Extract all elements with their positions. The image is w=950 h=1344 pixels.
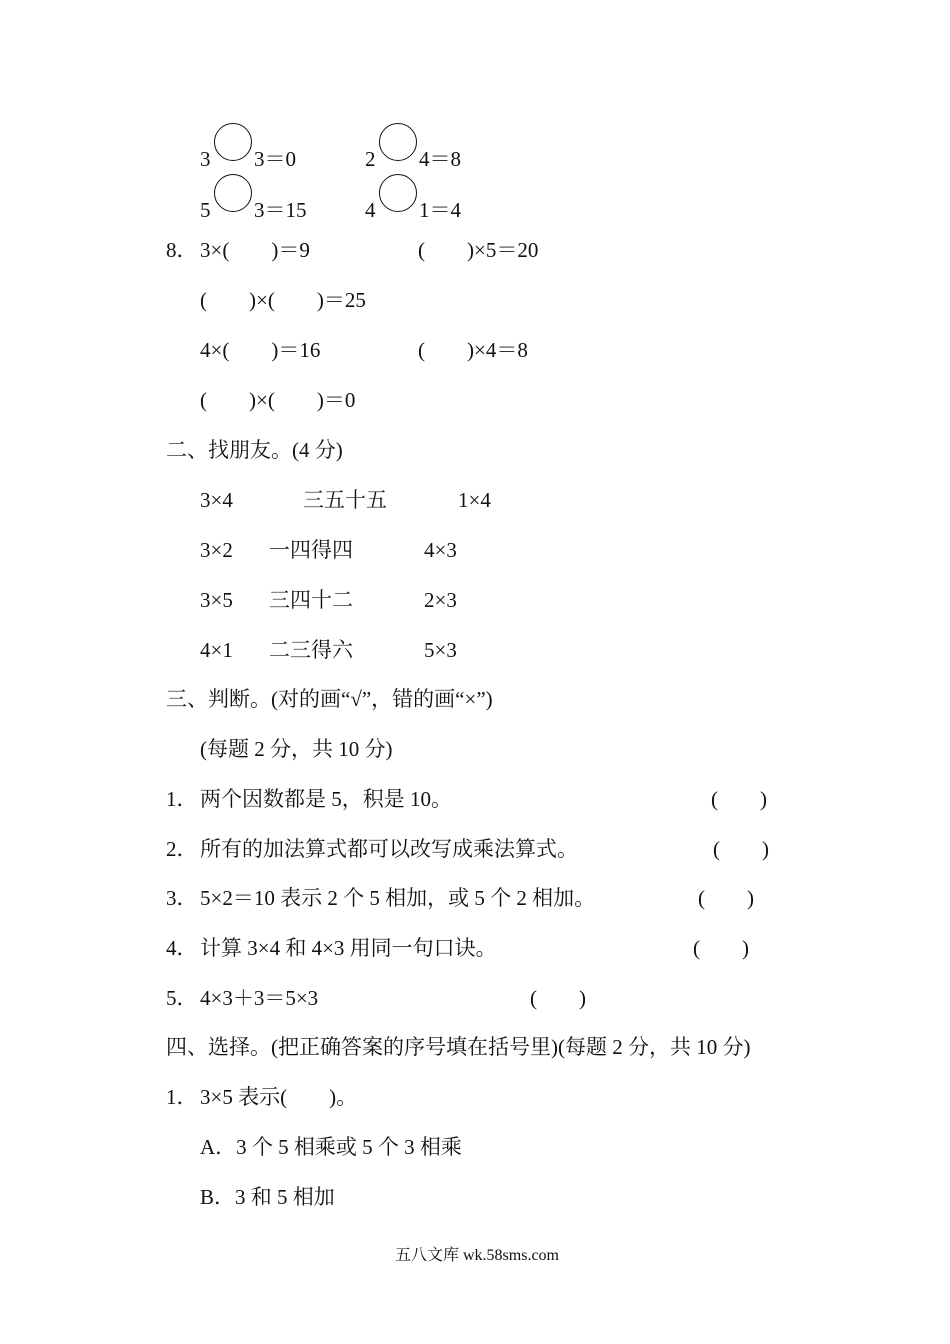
question-number: 1． — [166, 1085, 198, 1109]
circle-left-operand: 3 — [200, 147, 211, 171]
match-rhyme: 一四得四 — [269, 538, 353, 562]
operator-circle[interactable] — [214, 123, 252, 161]
judge-statement: 计算 3×4 和 4×3 用同一句口诀。 — [200, 936, 497, 960]
match-expression: 1×4 — [458, 488, 491, 512]
circle-left-operand: 2 — [365, 147, 376, 171]
circle-right-expr: 4＝8 — [419, 147, 461, 171]
section-subtitle: (每题 2 分，共 10 分) — [200, 737, 393, 761]
match-expression: 2×3 — [424, 588, 457, 612]
match-rhyme: 三四十二 — [269, 588, 353, 612]
match-expression: 5×3 — [424, 638, 457, 662]
judge-statement: 两个因数都是 5，积是 10。 — [200, 787, 452, 811]
fill-blank-expression: ( )×5＝20 — [418, 238, 539, 262]
choice-option-a[interactable]: A．3 个 5 相乘或 5 个 3 相乘 — [200, 1135, 462, 1159]
answer-blank[interactable]: ( ) — [693, 936, 749, 960]
match-expression: 4×3 — [424, 538, 457, 562]
fill-blank-expression: 4×( )＝16 — [200, 338, 321, 362]
question-number: 5． — [166, 986, 198, 1010]
section-title: 二、找朋友。(4 分) — [166, 438, 343, 462]
fill-blank-expression: ( )×( )＝25 — [200, 288, 366, 312]
circle-left-operand: 5 — [200, 198, 211, 222]
choice-option-b[interactable]: B．3 和 5 相加 — [200, 1185, 335, 1209]
answer-blank[interactable]: ( ) — [711, 787, 767, 811]
operator-circle[interactable] — [214, 174, 252, 212]
operator-circle[interactable] — [379, 174, 417, 212]
match-expression: 3×5 — [200, 588, 233, 612]
answer-blank[interactable]: ( ) — [698, 886, 754, 910]
answer-blank[interactable]: ( ) — [713, 837, 769, 861]
operator-circle[interactable] — [379, 123, 417, 161]
fill-blank-expression: ( )×( )＝0 — [200, 388, 356, 412]
match-rhyme: 二三得六 — [269, 638, 353, 662]
question-number: 2． — [166, 837, 198, 861]
answer-blank[interactable]: ( ) — [530, 986, 586, 1010]
section-title: 四、选择。(把正确答案的序号填在括号里)(每题 2 分，共 10 分) — [166, 1035, 751, 1059]
match-expression: 3×2 — [200, 538, 233, 562]
section-title: 三、判断。(对的画“√”，错的画“×”) — [166, 687, 493, 711]
judge-statement: 5×2＝10 表示 2 个 5 相加，或 5 个 2 相加。 — [200, 886, 596, 910]
question-number: 3． — [166, 886, 198, 910]
circle-left-operand: 4 — [365, 198, 376, 222]
judge-statement: 4×3＋3＝5×3 — [200, 986, 319, 1010]
circle-right-expr: 3＝0 — [254, 147, 296, 171]
page-footer: 五八文库 wk.58sms.com — [395, 1247, 560, 1264]
question-number: 4． — [166, 936, 198, 960]
fill-blank-expression: ( )×4＝8 — [418, 338, 528, 362]
circle-right-expr: 1＝4 — [419, 198, 461, 222]
choice-question: 3×5 表示( )。 — [200, 1085, 358, 1109]
match-expression: 4×1 — [200, 638, 233, 662]
judge-statement: 所有的加法算式都可以改写成乘法算式。 — [200, 837, 578, 861]
question-number: 1． — [166, 787, 198, 811]
match-rhyme: 三五十五 — [303, 488, 387, 512]
question-number: 8． — [166, 238, 198, 262]
circle-right-expr: 3＝15 — [254, 198, 307, 222]
match-expression: 3×4 — [200, 488, 233, 512]
fill-blank-expression: 3×( )＝9 — [200, 238, 310, 262]
